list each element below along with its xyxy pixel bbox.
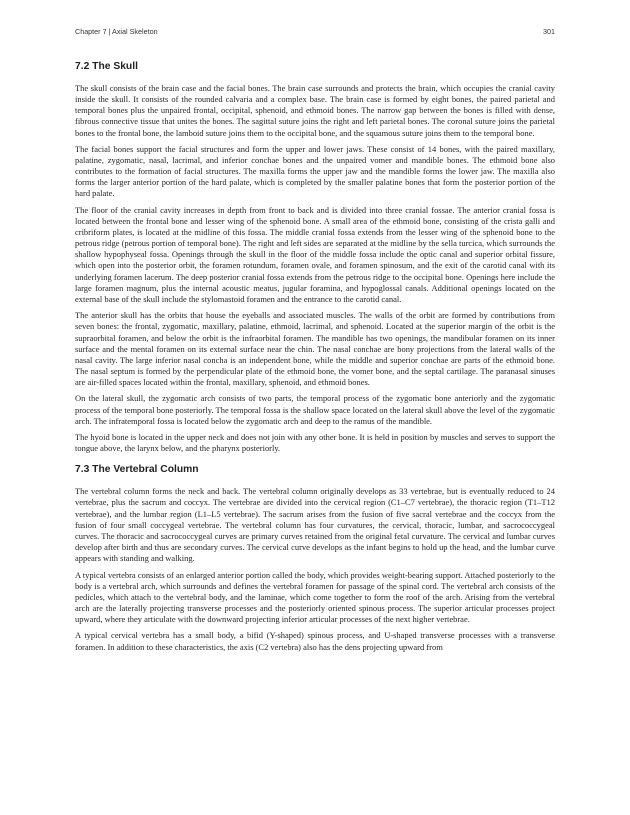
- paragraph: A typical vertebra consists of an enlarged anterior portion called the body, which provides weight-bearing support. Attached posteriorly to the body is a vertebral arch, which surrounds and defines the vertebral foramen for passage of the spinal cord. The vertebral arch consists of the pedicles, which attach to the vertebral body, and the laminae, which come together to form the roof of the arch. Arising from the vertebral arch are the laterally projecting transverse processes and the posteriorly oriented spinous process. The superior articular processes project upward, where they articulate with the downward projecting inferior articular processes of the next higher vertebrae.: [75, 569, 555, 625]
- paragraph: A typical cervical vertebra has a small body, a bifid (Y-shaped) spinous process, and U-shaped transverse processes with a transverse foramen. In addition to these characteristics, the axis (C2 vertebra) also has the dens projecting upward from: [75, 630, 555, 652]
- paragraph: On the lateral skull, the zygomatic arch consists of two parts, the temporal process of the zygomatic bone anteriorly and the zygomatic process of the temporal bone posteriorly. The temporal fossa is the shallow space located on the lateral skull above the level of the zygomatic arch. The infratemporal fossa is located below the zygomatic arch and deep to the ramus of the mandible.: [75, 393, 555, 426]
- paragraph: The anterior skull has the orbits that house the eyeballs and associated muscles. The walls of the orbit are formed by contributions from seven bones: the frontal, zygomatic, maxillary, palatine, ethmoid, lacrimal, and sphenoid. Located at the superior margin of the orbit is the supraorbital foramen, and below the orbit is the infraorbital foramen. The mandible has two openings, the mandibular foramen on its inner surface and the mental foramen on its external surface near the chin. The nasal conchae are bony projections from the lateral walls of the nasal cavity. The large inferior nasal concha is an independent bone, while the middle and superior conchae are parts of the ethmoid bone. The nasal septum is formed by the perpendicular plate of the ethmoid bone, the vomer bone, and the septal cartilage. The paranasal sinuses are air-filled spaces located within the frontal, maxillary, sphenoid, and ethmoid bones.: [75, 310, 555, 388]
- paragraph: The vertebral column forms the neck and back. The vertebral column originally develops as 33 vertebrae, but is eventually reduced to 24 vertebrae, plus the sacrum and coccyx. The vertebrae are divided into the cervical region (C1–C7 vertebrae), the thoracic region (T1–T12 vertebrae), and the lumbar region (L1–L5 vertebrae). The sacrum arises from the fusion of five sacral vertebrae and the coccyx from the fusion of four small coccygeal vertebrae. The vertebral column has four curvatures, the cervical, thoracic, lumbar, and sacrococcygeal curves. The thoracic and sacrococcygeal curves are primary curves retained from the original fetal curvature. The cervical and lumbar curves develop after birth and thus are secondary curves. The cervical curve develops as the infant begins to hold up the head, and the lumbar curve appears with standing and walking.: [75, 486, 555, 564]
- paragraph: The hyoid bone is located in the upper neck and does not join with any other bone. It is held in position by muscles and serves to support the tongue above, the larynx below, and the pharynx posteriorly.: [75, 432, 555, 454]
- section-heading-skull: 7.2 The Skull: [75, 61, 138, 72]
- section-heading-vertebral-column: 7.3 The Vertebral Column: [75, 464, 199, 476]
- paragraph: The facial bones support the facial structures and form the upper and lower jaws. These consist of 14 bones, with the paired maxillary, palatine, zygomatic, nasal, lacrimal, and inferior conchae bones and the unpaired vomer and mandible bones. The ethmoid bone also contributes to the formation of facial structures. The maxilla forms the upper jaw and the mandible forms the lower jaw. The maxilla also forms the larger anterior portion of the hard palate, which is completed by the smaller palatine bones that form the posterior portion of the hard palate.: [75, 143, 555, 199]
- section-vertebral-column: [75, 463, 555, 652]
- page-content: [75, 60, 555, 658]
- page-header: [75, 27, 555, 39]
- paragraph: The skull consists of the brain case and the facial bones. The brain case surrounds and protects the brain, which occupies the cranial cavity inside the skull. It consists of the rounded calvaria and a complex base. The brain case is formed by eight bones, the paired parietal and temporal bones plus the unpaired frontal, occipital, sphenoid, and ethmoid bones. The narrow gap between the bones is filled with dense, fibrous connective tissue that unites the bones. The sagittal suture joins the right and left parietal bones. The coronal suture joins the parietal bones to the frontal bone, the lamboid suture joins them to the occipital bone, and the squamous suture joins them to the temporal bone.: [75, 83, 555, 138]
- page-number: 301: [543, 27, 555, 36]
- paragraph: The floor of the cranial cavity increases in depth from front to back and is divided into three cranial fossae. The anterior cranial fossa is located between the frontal bone and lesser wing of the sphenoid bone. A small area of the ethmoid bone, consisting of the crista galli and cribriform plates, is located at the midline of this fossa. The middle cranial fossa extends from the lesser wing of the sphenoid bone to the petrous ridge (petrous portion of temporal bone). The right and left sides are separated at the midline by the sella turcica, which surrounds the shallow hypophyseal fossa. Openings through the skull in the floor of the middle fossa include the optic canal and superior orbital fissure, which open into the posterior orbit, the foramen rotundum, foramen ovale, and foramen spinosum, and the exit of the carotid canal with its underlying foramen lacerum. The deep posterior cranial fossa extends from the petrous ridge to the occipital bone. Openings here include the large foramen magnum, plus the internal acoustic meatus, jugular foramina, and hypoglossal canals. Additional openings located on the external base of the skull include the stylomastoid foramen and the entrance to the carotid canal.: [75, 204, 555, 304]
- chapter-title: Chapter 7 | Axial Skeleton: [75, 27, 158, 36]
- section-skull: [75, 60, 555, 454]
